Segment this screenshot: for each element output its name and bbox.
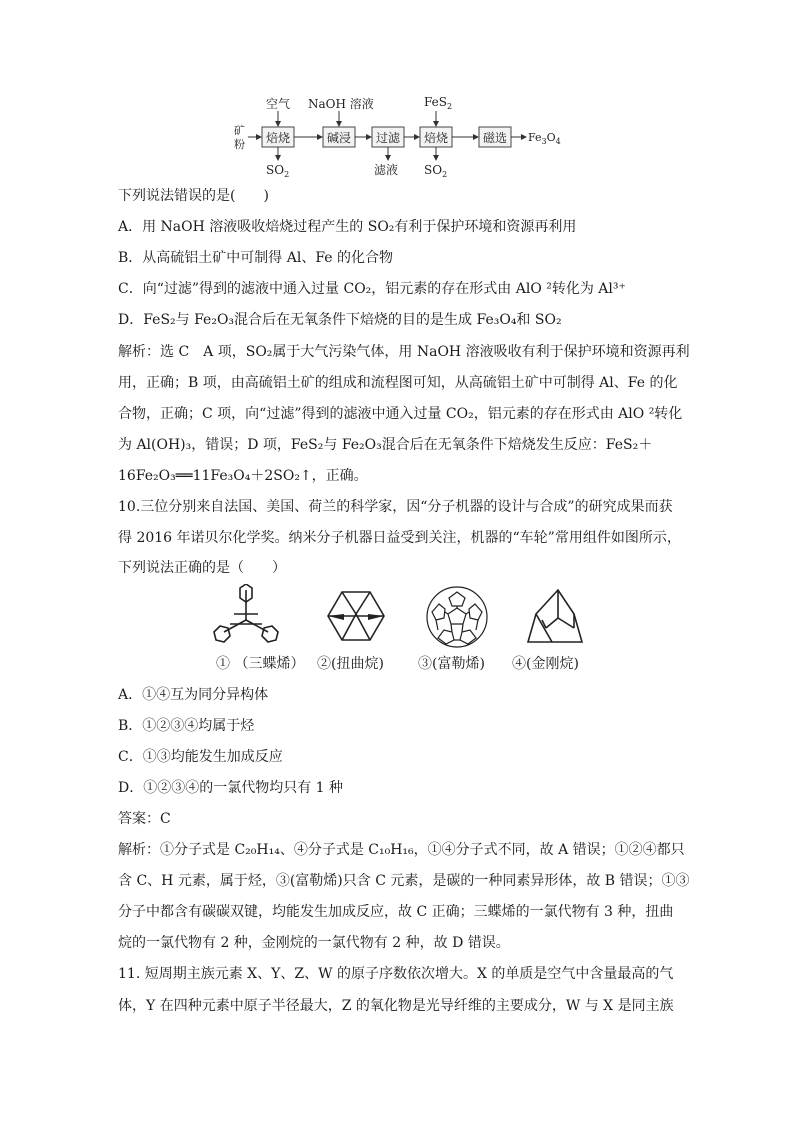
box-magnetic-separation bbox=[479, 127, 511, 147]
box-label: 碱浸 bbox=[327, 131, 352, 145]
filtrate-label: 滤液 bbox=[374, 163, 399, 177]
so2-output-1: $SO_2$ bbox=[266, 163, 290, 179]
q10-stem-line: 下列说法正确的是（ ） bbox=[118, 560, 286, 576]
box-label: 过滤 bbox=[376, 131, 401, 145]
adamantane-structure bbox=[522, 584, 588, 650]
q10-analysis-line: 烷的一氯代物有 2 种，金刚烷的一氯代物有 2 种，故 D 错误。 bbox=[118, 935, 510, 951]
q10-analysis-line: 分子中都含有碳碳双键，均能发生加成反应，故 C 正确；三蝶烯的一氯代物有 3 种，扭曲 bbox=[118, 904, 674, 920]
caption-adamantane: ④(金刚烷) bbox=[512, 656, 579, 672]
so2-output-2: $SO_2$ bbox=[424, 163, 448, 179]
box-roast-1 bbox=[262, 127, 294, 147]
q10-option-a: A．①④互为同分异构体 bbox=[118, 687, 269, 703]
caption-twistane: ②(扭曲烷) bbox=[317, 656, 384, 672]
air-label: 空气 bbox=[266, 97, 291, 111]
box-filter bbox=[372, 127, 404, 147]
caption-triptycene: ① （三蝶烯） bbox=[216, 656, 305, 672]
q9-analysis-line: 为 Al(OH)₃，错误；D 项，FeS₂与 Fe₂O₃混合后在无氧条件下焙烧发生反应：FeS₂＋ bbox=[118, 437, 653, 453]
q9-option-d: D．FeS₂与 Fe₂O₃混合后在无氧条件下焙烧的目的是生成 Fe₃O₄和 SO₂ bbox=[118, 312, 562, 328]
q9-option-b: B．从高硫铝土矿中可制得 Al、Fe 的化合物 bbox=[118, 250, 394, 266]
caption-fullerene: ③(富勒烯) bbox=[418, 656, 485, 672]
q10-option-d: D．①②③④的一氯代物均只有 1 种 bbox=[118, 780, 344, 796]
q10-answer: 答案：C bbox=[118, 811, 171, 827]
ore-label-2: 粉 bbox=[234, 138, 245, 151]
q9-option-c: C．向“过滤”得到的滤液中通入过量 CO₂，铝元素的存在形式由 AlO ²转化为 Al³⁺ bbox=[118, 281, 626, 297]
fes2-label: FeS$_2$ bbox=[424, 95, 453, 111]
q10-stem-line: 10.三位分别来自法国、美国、荷兰的科学家，因“分子机器的设计与合成”的研究成果而获 bbox=[118, 499, 673, 515]
q9-option-a: A．用 NaOH 溶液吸收焙烧过程产生的 SO₂有利于保护环境和资源再利用 bbox=[118, 219, 577, 235]
q9-analysis-line: 用，正确；B 项，由高硫铝土矿的组成和流程图可知，从高硫铝土矿中可制得 Al、Fe 的化 bbox=[118, 375, 678, 391]
twistane-structure bbox=[322, 584, 390, 648]
q10-analysis-line: 含 C、H 元素，属于烃，③(富勒烯)只含 C 元素，是碳的一种同素异形体，故 B 错误；①③ bbox=[118, 873, 690, 889]
box-label: 焙烧 bbox=[424, 131, 449, 145]
q11-stem-line: 体，Y 在四种元素中原子半径最大，Z 的氧化物是光导纤维的主要成分，W 与 X 是同主族 bbox=[118, 998, 674, 1014]
triptycene-structure bbox=[210, 584, 282, 648]
ore-label-1: 矿 bbox=[234, 124, 245, 137]
fullerene-structure bbox=[424, 584, 490, 650]
q10-option-c: C．①③均能发生加成反应 bbox=[118, 749, 283, 765]
box-label: 磁选 bbox=[483, 131, 508, 145]
box-roast-2 bbox=[420, 127, 452, 147]
q10-stem-line: 得 2016 年诺贝尔化学奖。纳米分子机器日益受到关注，机器的“车轮”常用组件如图所示， bbox=[118, 530, 681, 546]
q10-analysis-line: 解析：①分子式是 C₂₀H₁₄、④分子式是 C₁₀H₁₆，①④分子式不同，故 A 错误；①②④都只 bbox=[118, 842, 685, 858]
box-label: 焙烧 bbox=[266, 131, 291, 145]
product-label: $Fe_3O_4$ bbox=[528, 131, 561, 146]
process-flow-diagram bbox=[228, 94, 568, 180]
naoh-label: NaOH 溶液 bbox=[308, 97, 374, 111]
q9-analysis-line: 16Fe₂O₃══11Fe₃O₄＋2SO₂↑，正确。 bbox=[118, 468, 368, 484]
q9-analysis-line: 合物，正确；C 项，向“过滤”得到的滤液中通入过量 CO₂，铝元素的存在形式由 AlO ²转化 bbox=[118, 406, 683, 422]
q9-stem: 下列说法错误的是( ) bbox=[118, 188, 269, 204]
q9-analysis-line: 解析：选 C A 项，SO₂属于大气污染气体，用 NaOH 溶液吸收有利于保护环境和资源再利 bbox=[118, 344, 690, 360]
q11-stem-line: 11. 短周期主族元素 X、Y、Z、W 的原子序数依次增大。X 的单质是空气中含量最高的气 bbox=[118, 966, 674, 982]
box-alkali-leach bbox=[323, 127, 355, 147]
q10-option-b: B．①②③④均属于烃 bbox=[118, 718, 255, 734]
